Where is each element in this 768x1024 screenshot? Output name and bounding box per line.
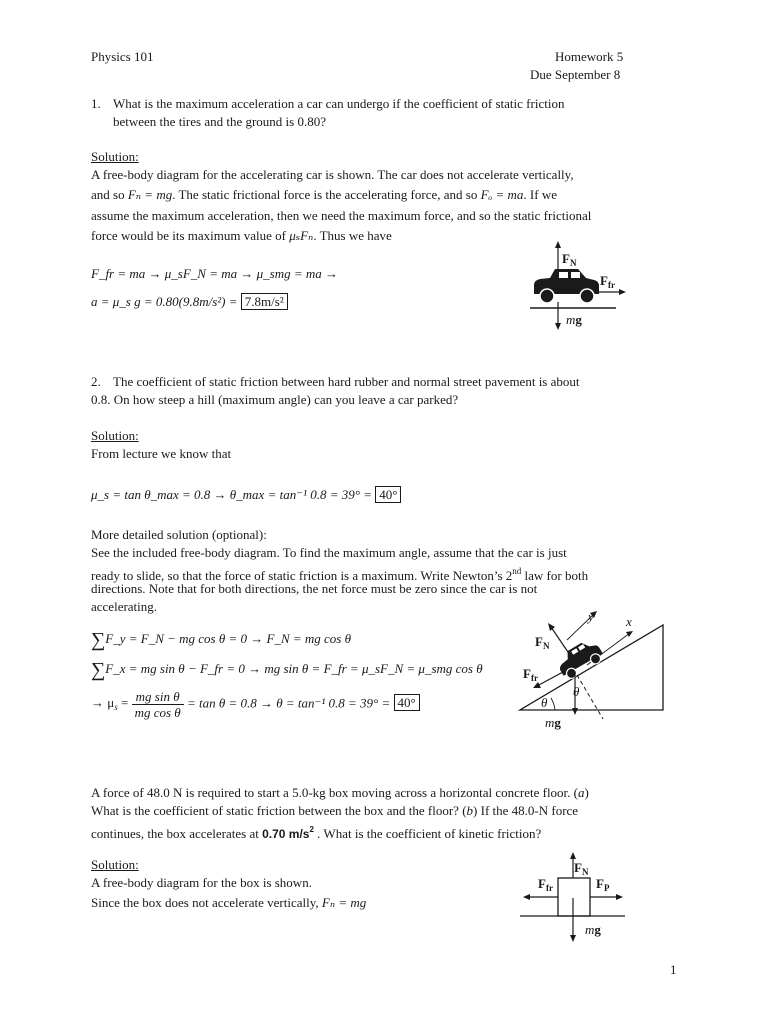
problem2-detailed-label: More detailed solution (optional): [91, 527, 267, 542]
incline-y-axis-label: y [588, 609, 594, 624]
equation-text: μ_s = tan θ_max = 0.8 → θ_max = tan⁻¹ 0.8 = 39° = [91, 487, 376, 502]
incline-friction-label [523, 665, 538, 687]
problem2-question-line2: 0.8. On how steep a hill (maximum angle) can you leave a car parked? [91, 392, 459, 407]
text-segment: law for both [521, 568, 589, 583]
label-subscript: fr [607, 280, 615, 290]
problem1-number: 1. [91, 96, 101, 111]
homework-title: Homework 5 [555, 49, 624, 64]
fraction-numerator: mg sin θ [132, 689, 184, 705]
incline-weight-label [545, 714, 561, 732]
label-letter: F [523, 666, 531, 681]
label-subscript: P [603, 883, 610, 893]
box-push-force-label [596, 875, 609, 897]
incline-x-axis-label: x [626, 614, 632, 629]
problem1-text-line4 [91, 227, 392, 245]
label-subscript: fr [545, 883, 553, 893]
text-segment: Since the box does not accelerate vertically, [91, 895, 322, 910]
problem1-equation-line2 [91, 293, 288, 311]
text-segment: ) [584, 785, 589, 800]
problem1-equation-line1: F_fr = ma → μ_sF_N = ma → μ_smg = ma → [91, 266, 339, 281]
box-normal-force-label [574, 859, 588, 881]
problem2-equation-y [91, 630, 351, 649]
equation-text: = tan θ = 0.8 → θ = tan⁻¹ 0.8 = 39° = [186, 695, 394, 711]
equation-text: F_y = F_N − mg cos θ = 0 → F_N = mg cos θ [105, 631, 351, 646]
text-segment: . What is the coefficient of kinetic friction? [313, 826, 542, 841]
incline-normal-force-label [535, 633, 549, 655]
inline-equation-fn-mg: Fₙ = mg [321, 895, 367, 910]
label-g: g [594, 922, 601, 937]
fraction-denominator: mg cos θ [134, 705, 181, 720]
problem2-equation-result [91, 689, 420, 720]
text-segment: ready to slide, so that the force of static friction is a maximum. Write Newton’s 2 [91, 568, 513, 583]
problem2-solution-label: Solution: [91, 428, 139, 443]
problem3-solution-line1: A free-body diagram for the box is shown. [91, 875, 312, 890]
problem3-line3 [91, 821, 541, 843]
superscript-2: 2 [309, 825, 314, 834]
label-m: m [566, 312, 576, 327]
sigma-symbol: ∑ [91, 629, 106, 651]
page-number: 1 [670, 962, 677, 977]
problem2-equation-x [91, 660, 483, 679]
problem2-detail-line3: directions. Note that for both directions, the net force must be zero since the car is not [91, 581, 538, 596]
label-letter: F [574, 860, 582, 875]
superscript-nd: nd [512, 566, 522, 576]
problem2-answer-box: 40° [375, 486, 401, 503]
problem1-question-line1: What is the maximum acceleration a car can undergo if the coefficient of static friction [113, 96, 565, 111]
due-date: Due September 8 [530, 67, 621, 82]
acceleration-value: 0.70 m/s [262, 827, 310, 841]
label-subscript: N [581, 867, 589, 877]
problem1-question-line2: between the tires and the ground is 0.80? [113, 114, 326, 129]
car-diagram-friction-label [600, 272, 615, 294]
text-segment: . If we [523, 187, 557, 202]
problem1-solution-label: Solution: [91, 149, 139, 164]
problem2-number: 2. [91, 374, 101, 389]
problem2-question-line1: The coefficient of static friction between hard rubber and normal street pavement is about [113, 374, 580, 389]
problem1-text-line2 [91, 186, 557, 204]
text-segment: . The static frictional force is the accelerating force, and so [172, 187, 481, 202]
label-subscript: fr [530, 673, 538, 683]
problem1-text-line1: A free-body diagram for the accelerating car is shown. The car does not accelerate vertically, [91, 167, 574, 182]
problem2-lecture-text: From lecture we know that [91, 446, 232, 461]
label-letter: F [596, 876, 604, 891]
label-g: g [554, 715, 561, 730]
problem2-result-answer-box: 40° [394, 694, 420, 711]
label-subscript: N [542, 641, 550, 651]
problem3-line1 [91, 784, 589, 802]
incline-theta-label-top: θ [573, 684, 580, 699]
inline-equation-fn-mg: Fₙ = mg [127, 187, 173, 202]
text-segment: What is the coefficient of static friction between the box and the floor? ( [91, 803, 467, 818]
part-letter: a [578, 785, 585, 800]
problem2-detail-line1: See the included free-body diagram. To find the maximum angle, assume that the car is just [91, 545, 567, 560]
incline-theta-label-base: θ [541, 695, 548, 710]
part-letter: b [466, 803, 474, 818]
label-subscript: N [569, 258, 577, 268]
text-segment: force would be its maximum value of [91, 228, 290, 243]
label-m: m [545, 715, 555, 730]
label-letter: F [535, 634, 543, 649]
problem3-solution-line2 [91, 894, 366, 912]
car-diagram-normal-force-label [562, 250, 576, 272]
label-g: g [575, 312, 582, 327]
problem2-detail-line4: accelerating. [91, 599, 158, 614]
problem1-text-line3: assume the maximum acceleration, then we need the maximum force, and so the static frictional [91, 208, 592, 223]
inline-equation-ffr-ma: Fₒ = ma [480, 187, 524, 202]
box-weight-label [585, 921, 601, 939]
equation-text: F_x = mg sin θ − F_fr = 0 → mg sin θ = F_fr = μ_sF_N = μ_smg cos θ [105, 661, 483, 676]
problem2-main-equation [91, 486, 401, 504]
arrow-mu: → $\mu_s$ = [91, 695, 132, 713]
text-segment: and so [91, 187, 128, 202]
sigma-symbol: ∑ [91, 659, 106, 681]
text-segment: ) If the 48.0-N force [473, 803, 579, 818]
problem3-solution-label: Solution: [91, 857, 139, 872]
problem1-answer-box: 7.8m/s² [241, 293, 288, 310]
text-segment: continues, the box accelerates at [91, 826, 263, 841]
label-m: m [585, 922, 595, 937]
label-letter: F [600, 273, 608, 288]
equation-text: a = μ_s g = 0.80(9.8m/s²) = [91, 294, 241, 309]
incline-free-body-diagram [515, 605, 675, 745]
text-segment: . Thus we have [313, 228, 392, 243]
fraction [132, 689, 184, 720]
text-segment: A force of 48.0 N is required to start a 5.0-kg box moving across a horizontal concrete floor. ( [91, 785, 578, 800]
label-letter: F [538, 876, 546, 891]
box-friction-label [538, 875, 553, 897]
course-title: Physics 101 [91, 49, 154, 64]
label-letter: F [562, 251, 570, 266]
problem3-line2 [91, 802, 578, 820]
car-diagram-weight-label [566, 311, 582, 329]
inline-equation-musfn: μₛFₙ [289, 228, 314, 243]
inline-acceleration [262, 827, 314, 841]
